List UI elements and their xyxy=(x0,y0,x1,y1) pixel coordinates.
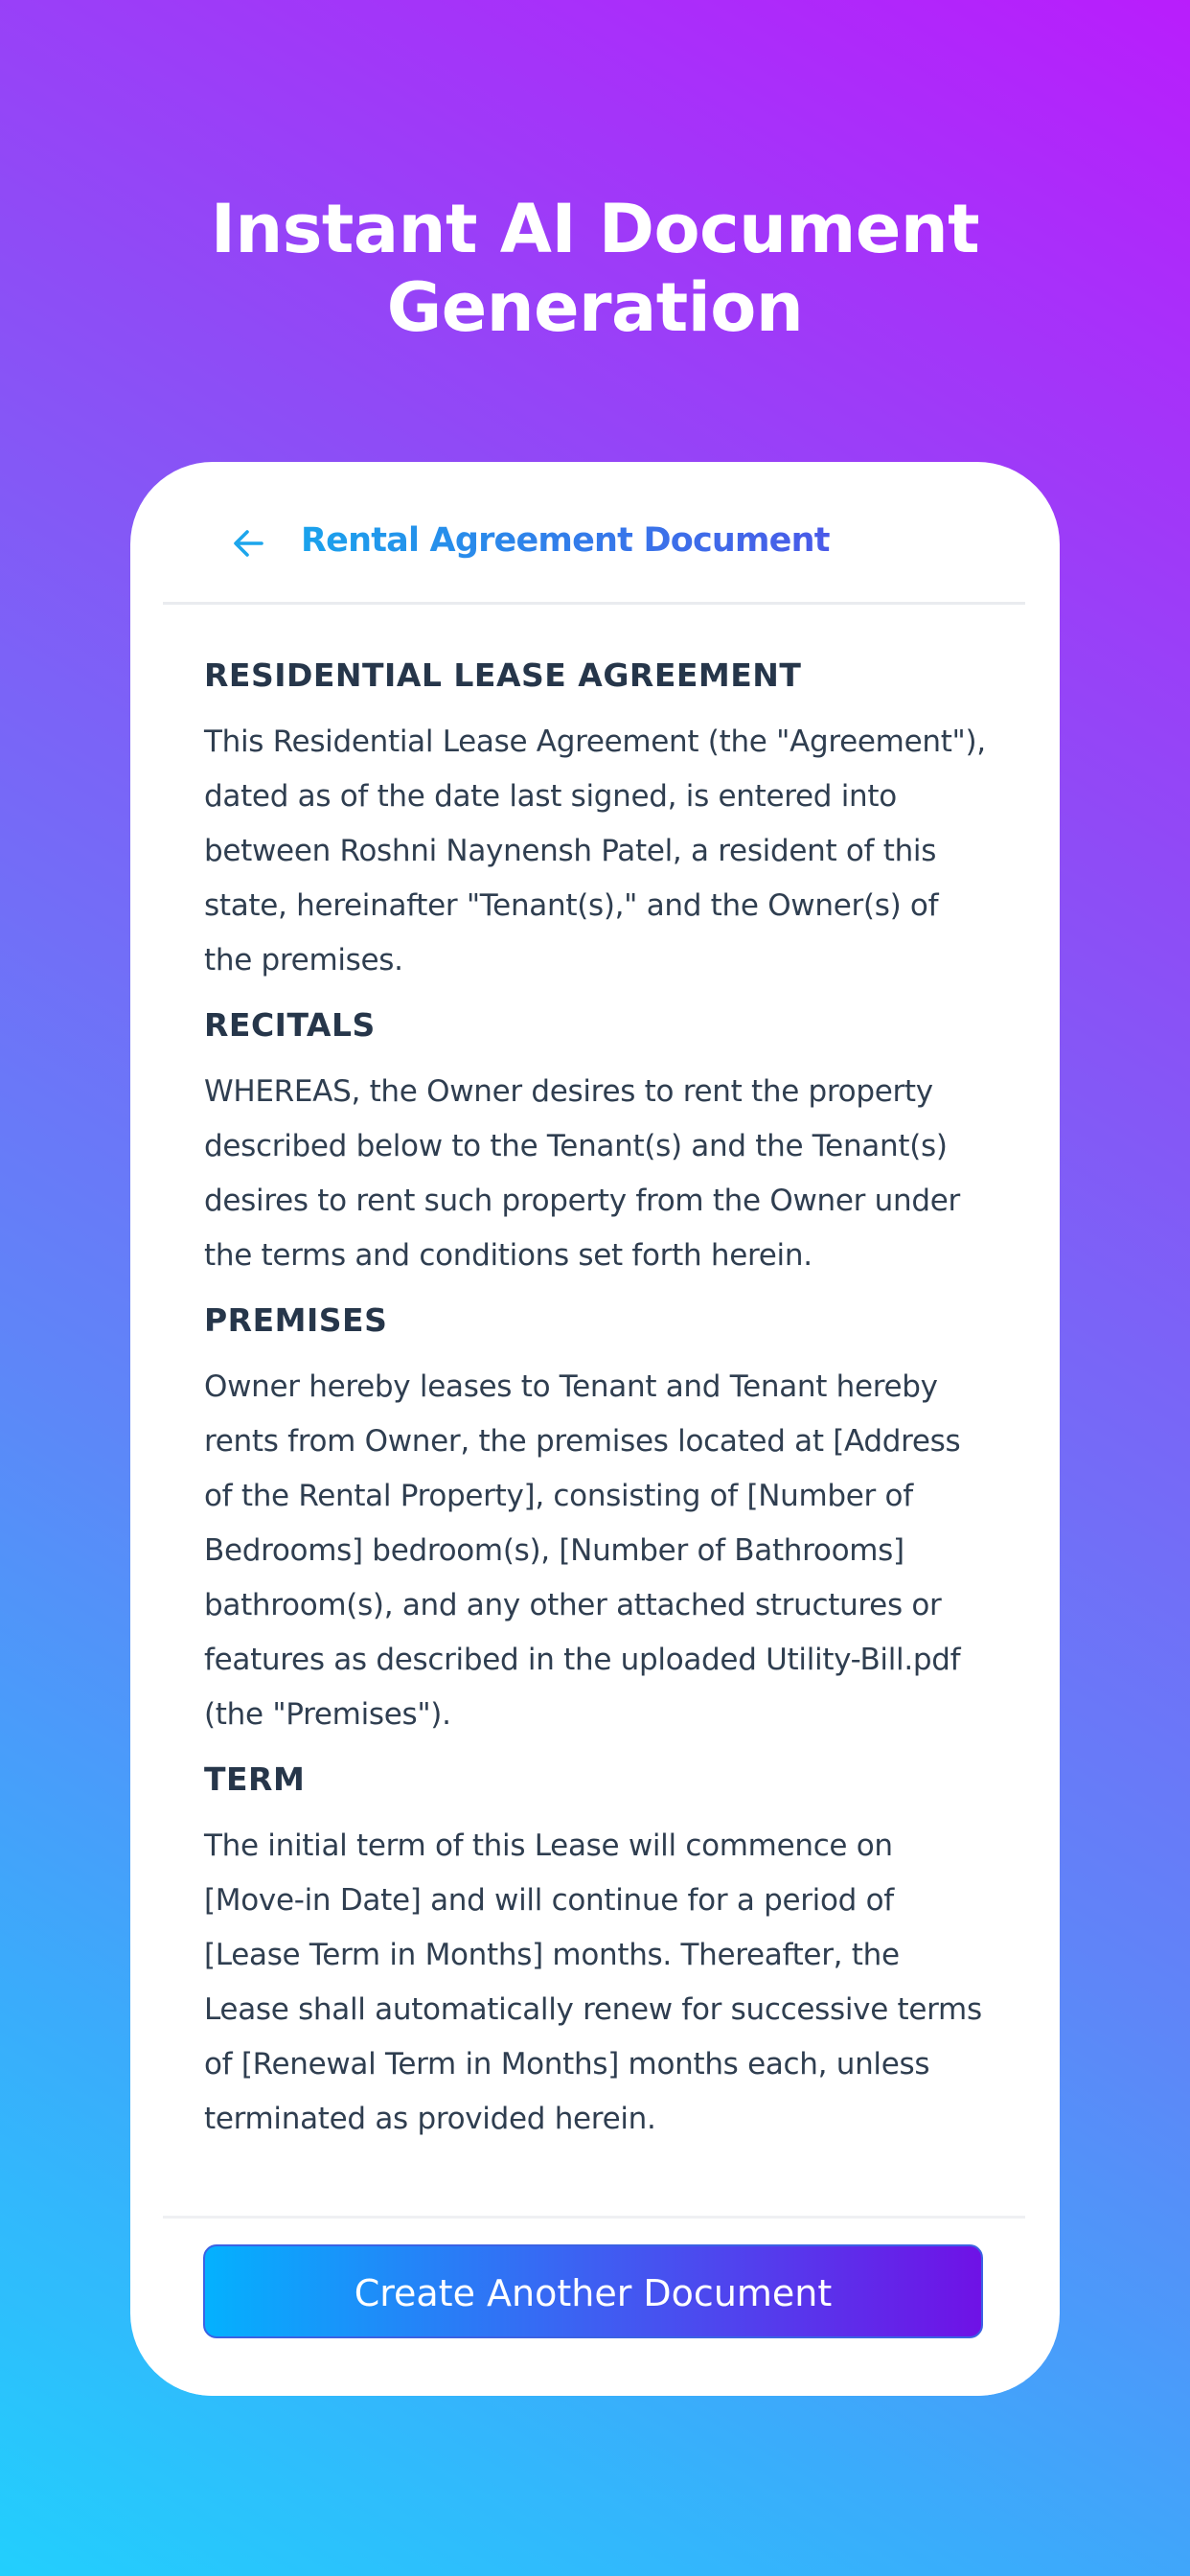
back-button[interactable] xyxy=(232,527,264,560)
section-heading-term: TERM xyxy=(204,1760,306,1798)
section-text-recitals: WHEREAS, the Owner desires to rent the property described below to the Tenant(s) and the Tenant(s) desires to rent such property from the Owner under the terms and conditions set forth herein. xyxy=(204,1074,960,1273)
document-title: Rental Agreement Document xyxy=(301,521,830,560)
document-footer xyxy=(163,2216,1025,2396)
section-text-term: The initial term of this Lease will commence on [Move-in Date] and will continue for a period of [Lease Term in Months] months. Thereafter, the Lease shall automatically renew for successive terms of [Renewal Term in Months] months each, unless terminated as provided herein. xyxy=(204,1828,982,2136)
section-text-premises: Owner hereby leases to Tenant and Tenant hereby rents from Owner, the premises located at [Address of the Rental Property], consisting of [Number of Bedrooms] bedroom(s), [Number of Bathrooms] bathroom(s), and any other attached structures or features as described in the uploaded Utility-Bill.pdf (the "Premises"). xyxy=(204,1369,961,1732)
arrow-left-icon xyxy=(232,527,264,560)
section-text-lease: This Residential Lease Agreement (the "Agreement"), dated as of the date last signed, is entered into between Roshni Naynensh Patel, a resident of this state, hereinafter "Tenant(s)," and the Owner(s) of the premises. xyxy=(204,724,986,978)
create-another-document-button[interactable]: Create Another Document xyxy=(203,2244,983,2338)
section-heading-recitals: RECITALS xyxy=(204,1006,376,1044)
section-heading-premises: PREMISES xyxy=(204,1301,388,1339)
hero-title: Instant AI Document Generation xyxy=(210,190,980,347)
document-body xyxy=(204,654,990,2162)
section-heading-lease: RESIDENTIAL LEASE AGREEMENT xyxy=(204,656,802,694)
document-card xyxy=(130,462,1060,2396)
document-header xyxy=(163,462,1025,605)
